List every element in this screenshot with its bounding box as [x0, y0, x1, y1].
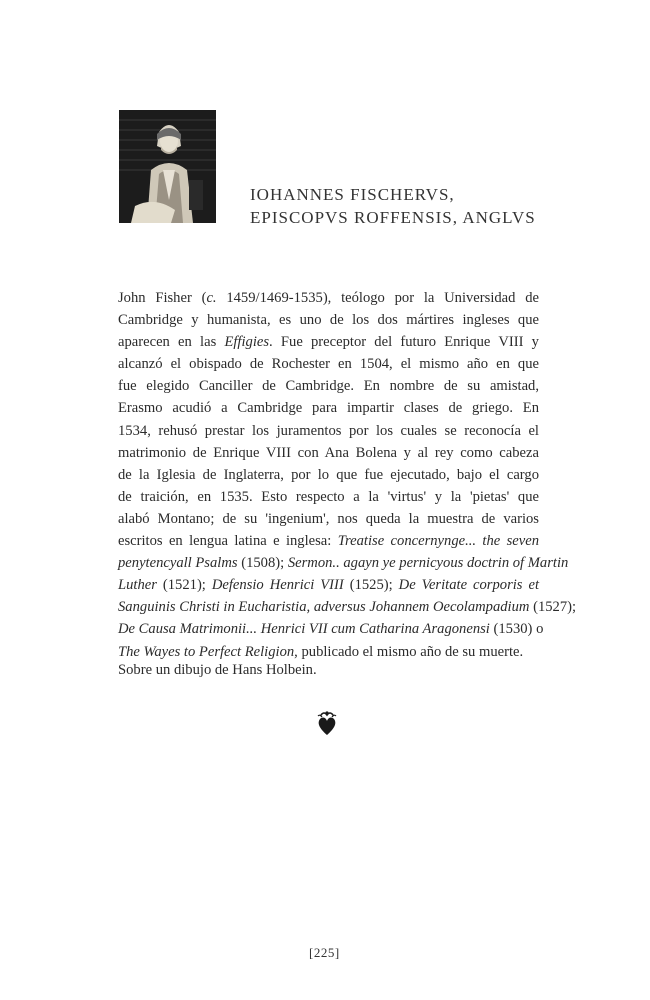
- paragraph-text: alcanzó el obispado de Rochester en 1504, el mismo año en que: [118, 356, 539, 373]
- paragraph-text: matrimonio de Enrique VIII con Ana Bolena y al rey como cabeza: [118, 444, 539, 461]
- paragraph-line: [118, 309, 539, 331]
- portrait-caption-heading: [250, 183, 590, 229]
- italic-title-text: Luther: [118, 577, 157, 594]
- italic-title-text: Effigies: [224, 334, 270, 351]
- heart-fleuron-ornament-icon: [315, 710, 339, 736]
- paragraph-text: (1508);: [237, 555, 288, 572]
- paragraph-line: [118, 353, 539, 375]
- paragraph-line: [118, 574, 539, 596]
- paragraph-line: [118, 641, 539, 663]
- italic-title-text: The Wayes to Perfect Religion: [118, 643, 295, 660]
- paragraph-text: (1527);: [529, 599, 577, 616]
- italic-title-text: Defensio Henrici VIII: [211, 577, 344, 594]
- paragraph-line: [118, 287, 539, 309]
- paragraph-line: [118, 375, 539, 397]
- italic-title-text: penytencyall Psalms: [118, 555, 238, 572]
- heading-line-2: EPISCOPVS ROFFENSIS, ANGLVS: [250, 208, 536, 227]
- italic-title-text: De Veritate corporis et: [398, 577, 539, 594]
- paragraph-text: Cambridge y humanista, es uno de los dos mártires ingleses que: [118, 312, 539, 329]
- paragraph-line: [118, 596, 577, 618]
- italic-title-text: De Causa Matrimonii... Henrici VII cum Catharina Aragonensi: [118, 621, 490, 638]
- paragraph-text: escritos en lengua latina e inglesa:: [118, 533, 338, 550]
- paragraph-text: , publicado el mismo año de su muerte.: [294, 643, 524, 660]
- heading-line-1: IOHANNES FISCHERVS,: [250, 185, 455, 204]
- paragraph-text: . Fue preceptor del futuro Enrique VIII y: [269, 334, 539, 351]
- paragraph-text: de traición, en 1535. Esto respecto a la 'virtus' y la 'pietas' que: [118, 488, 539, 505]
- paragraph-text: 1459/1469-1535), teólogo por la Universidad de: [216, 290, 539, 306]
- paragraph-text: John Fisher (: [118, 290, 207, 306]
- paragraph-text: (1521);: [156, 577, 212, 594]
- italic-title-text: Sermon.. agayn ye pernicyous doctrin of Martin: [287, 555, 569, 572]
- paragraph-line: [118, 618, 544, 640]
- italic-title-text: c.: [206, 290, 217, 306]
- paragraph-line: [118, 464, 539, 486]
- paragraph-text: (1525);: [343, 577, 399, 594]
- paragraph-line: [118, 486, 539, 508]
- portrait-engraving: [119, 110, 216, 223]
- biography-paragraph: [118, 287, 577, 663]
- paragraph-text: fue elegido Canciller de Cambridge. En nombre de su amistad,: [118, 378, 539, 395]
- paragraph-text: (1530) o: [489, 621, 544, 638]
- italic-title-text: Treatise concernynge... the seven: [337, 533, 540, 550]
- paragraph-text: aparecen en las: [118, 334, 225, 351]
- paragraph-text: alabó Montano; de su 'ingenium', nos queda la muestra de varios: [118, 510, 539, 527]
- italic-title-text: Sanguinis Christi in Eucharistia, adversus Johannem Oecolampadium: [118, 599, 530, 616]
- paragraph-line: [118, 397, 539, 419]
- paragraph-text: de la Iglesia de Inglaterra, por lo que fue ejecutado, bajo el cargo: [118, 466, 539, 483]
- paragraph-text: 1534, rehusó prestar los juramentos por los cuales se reconocía el: [118, 422, 539, 439]
- source-note: Sobre un dibujo de Hans Holbein.: [118, 662, 317, 678]
- paragraph-line: [118, 331, 539, 353]
- paragraph-text: Erasmo acudió a Cambridge para impartir clases de griego. En: [118, 400, 539, 417]
- paragraph-line: [118, 552, 569, 574]
- paragraph-line: [118, 530, 539, 552]
- paragraph-line: [118, 442, 539, 464]
- paragraph-line: [118, 420, 539, 442]
- paragraph-line: [118, 508, 539, 530]
- page-number: [225]: [309, 945, 340, 960]
